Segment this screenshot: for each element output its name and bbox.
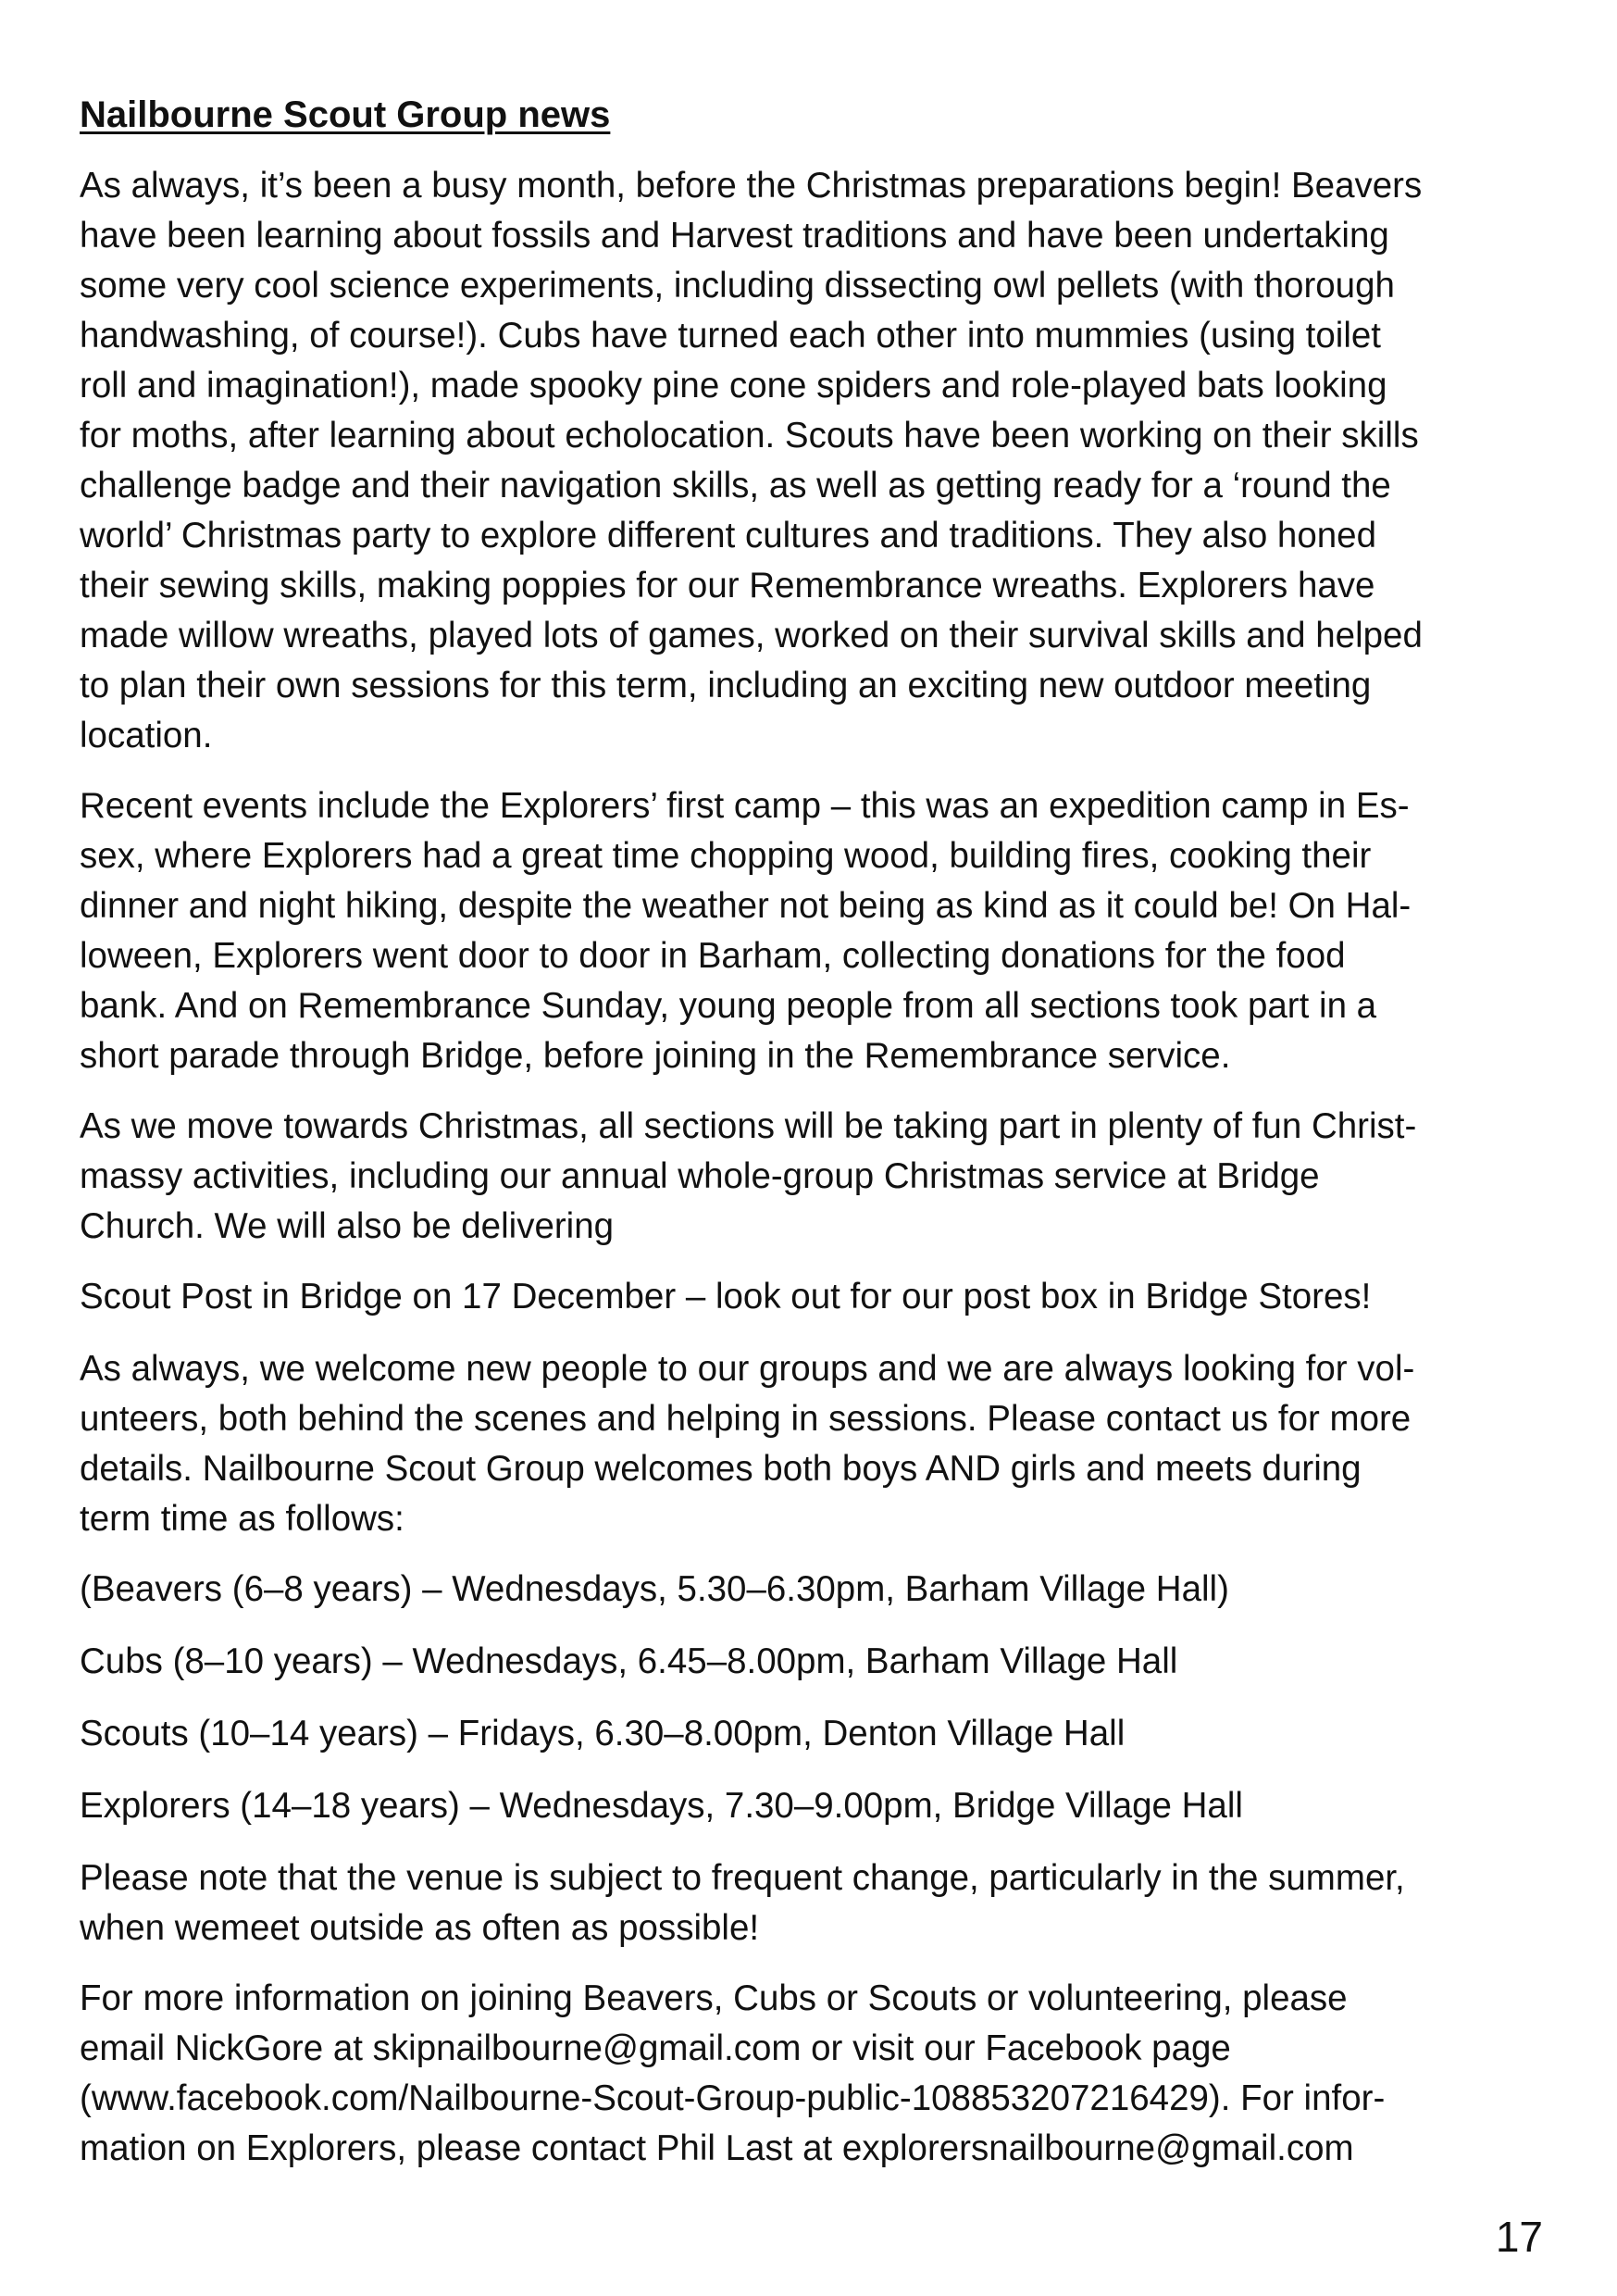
article	[80, 89, 1542, 2194]
schedule-beavers: (Beavers (6–8 years) – Wednesdays, 5.30–6.30pm, Barham Village Hall)	[80, 1569, 1229, 1609]
paragraph-line: As we move towards Christmas, all sections will be taking part in plenty of fun Christ-	[80, 1106, 1417, 1146]
paragraph-line: some very cool science experiments, including dissecting owl pellets (with thorough	[80, 266, 1395, 306]
contact-paragraph	[80, 1974, 1542, 2174]
paragraph-line: massy activities, including our annual whole-group Christmas service at Bridge	[80, 1156, 1320, 1196]
paragraph-line: Church. We will also be delivering	[80, 1206, 615, 1246]
paragraph-line: their sewing skills, making poppies for our Remembrance wreaths. Explorers have	[80, 566, 1375, 605]
paragraph-line: made willow wreaths, played lots of games, worked on their survival skills and helped	[80, 616, 1423, 655]
paragraph-line: handwashing, of course!). Cubs have turned each other into mummies (using toilet	[80, 316, 1382, 356]
paragraph-line: As always, it’s been a busy month, before the Christmas preparations begin! Beavers	[80, 166, 1423, 206]
paragraph-line: to plan their own sessions for this term, including an exciting new outdoor meeting	[80, 666, 1372, 705]
christmas-paragraph	[80, 1102, 1542, 1252]
paragraph-line: As always, we welcome new people to our groups and we are always looking for vol-	[80, 1349, 1415, 1389]
paragraph-line: short parade through Bridge, before joining in the Remembrance service.	[80, 1036, 1231, 1076]
scout-post-paragraph: Scout Post in Bridge on 17 December – look out for our post box in Bridge Stores!	[80, 1277, 1372, 1316]
paragraph-line: challenge badge and their navigation skills, as well as getting ready for a ‘round the	[80, 466, 1391, 505]
intro-paragraph	[80, 161, 1542, 761]
paragraph-line: have been learning about fossils and Harvest traditions and have been undertaking	[80, 216, 1389, 256]
paragraph-line: email NickGore at skipnailbourne@gmail.com or visit our Facebook page	[80, 2028, 1231, 2068]
paragraph-line: for moths, after learning about echolocation. Scouts have been working on their skills	[80, 416, 1419, 455]
paragraph-line: sex, where Explorers had a great time chopping wood, building fires, cooking their	[80, 836, 1372, 876]
paragraph-line: world’ Christmas party to explore different cultures and traditions. They also honed	[80, 516, 1376, 555]
schedule-scouts: Scouts (10–14 years) – Fridays, 6.30–8.00pm, Denton Village Hall	[80, 1714, 1126, 1753]
paragraph-line: dinner and night hiking, despite the weather not being as kind as it could be! On Hal-	[80, 886, 1412, 926]
schedule-explorers: Explorers (14–18 years) – Wednesdays, 7.30–9.00pm, Bridge Village Hall	[80, 1786, 1243, 1826]
paragraph-line: bank. And on Remembrance Sunday, young people from all sections took part in a	[80, 986, 1377, 1026]
welcome-paragraph	[80, 1344, 1542, 1544]
schedule-cubs: Cubs (8–10 years) – Wednesdays, 6.45–8.00pm, Barham Village Hall	[80, 1641, 1178, 1681]
paragraph-line: when wemeet outside as often as possible!	[80, 1908, 760, 1948]
article-title: Nailbourne Scout Group news	[80, 94, 611, 135]
paragraph-line: details. Nailbourne Scout Group welcomes both boys AND girls and meets during	[80, 1449, 1362, 1489]
paragraph-line: term time as follows:	[80, 1499, 404, 1539]
paragraph-line: mation on Explorers, please contact Phil Last at explorersnailbourne@gmail.com	[80, 2128, 1354, 2168]
page-number: 17	[1495, 2213, 1543, 2261]
paragraph-line: Please note that the venue is subject to frequent change, particularly in the summer,	[80, 1858, 1405, 1898]
paragraph-line: (www.facebook.com/Nailbourne-Scout-Group-public-108853207216429). For infor-	[80, 2078, 1386, 2118]
paragraph-line: unteers, both behind the scenes and helping in sessions. Please contact us for more	[80, 1399, 1412, 1439]
events-paragraph	[80, 781, 1542, 1081]
paragraph-line: Recent events include the Explorers’ first camp – this was an expedition camp in Es-	[80, 786, 1410, 826]
paragraph-line: For more information on joining Beavers, Cubs or Scouts or volunteering, please	[80, 1978, 1348, 2018]
paragraph-line: roll and imagination!), made spooky pine cone spiders and role-played bats looking	[80, 366, 1387, 406]
paragraph-line: location.	[80, 716, 213, 755]
venue-note-paragraph	[80, 1853, 1542, 1953]
paragraph-line: loween, Explorers went door to door in Barham, collecting donations for the food	[80, 936, 1346, 976]
